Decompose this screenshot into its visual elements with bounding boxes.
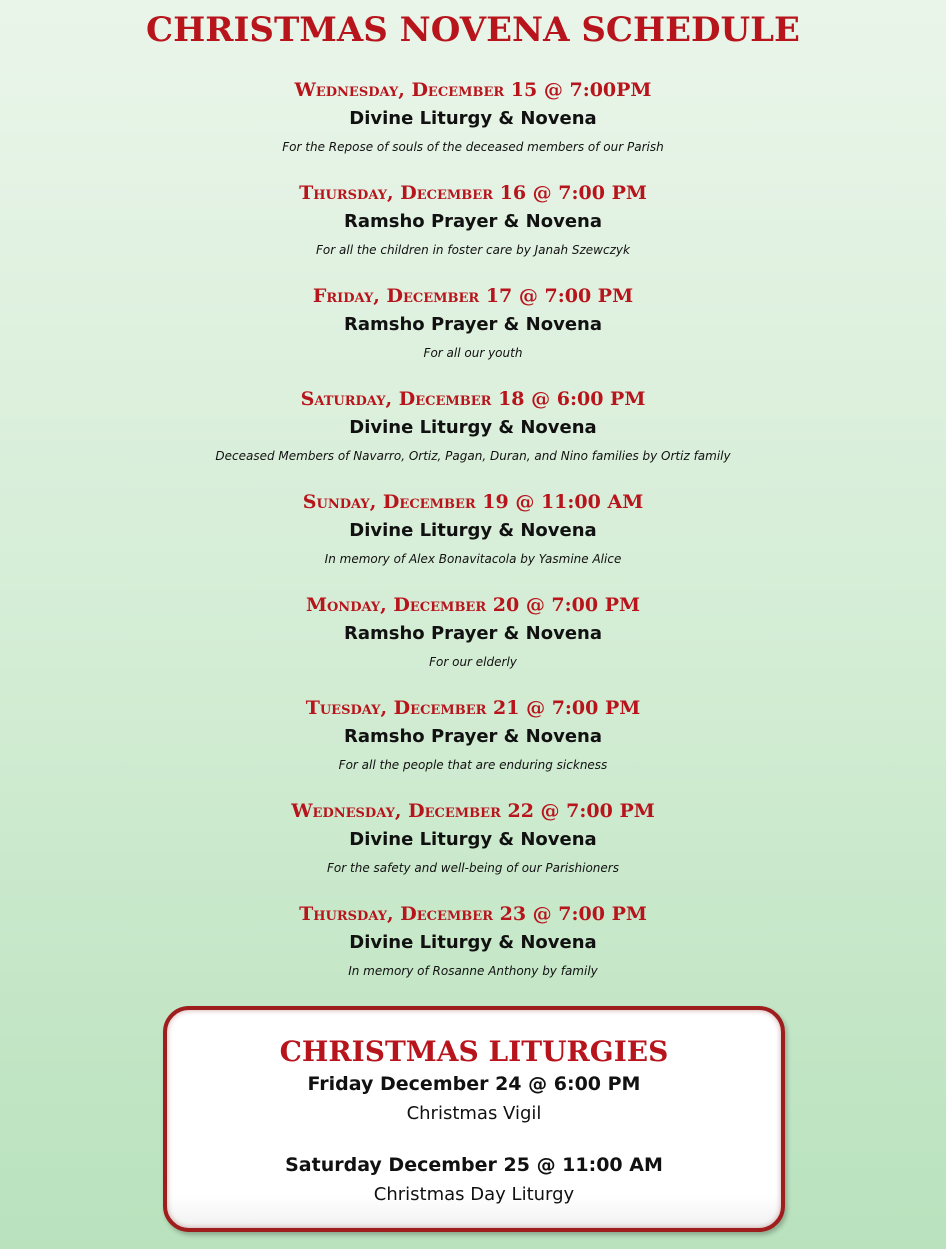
event-service: Ramsho Prayer & Novena [344,726,602,747]
event-date: Tuesday, December 21 @ 7:00 PM [305,697,641,719]
event-service: Divine Liturgy & Novena [349,520,597,541]
novena-event [0,76,946,179]
event-date: Thursday, December 16 @ 7:00 PM [299,182,647,204]
liturgy-description: Christmas Vigil [406,1103,542,1124]
event-date: Friday, December 17 @ 7:00 PM [312,285,634,307]
event-date: Saturday, December 18 @ 6:00 PM [300,388,646,410]
event-intention: For all the children in foster care by Janah Szewczyk [316,243,630,257]
event-date: Thursday, December 23 @ 7:00 PM [299,903,647,925]
event-intention: Deceased Members of Navarro, Ortiz, Pagan, Duran, and Nino families by Ortiz family [215,449,731,463]
novena-event [0,282,946,385]
event-service: Divine Liturgy & Novena [349,829,597,850]
liturgies-title: CHRISTMAS LITURGIES [279,1035,669,1068]
liturgy-item [167,1070,781,1128]
page-title: CHRISTMAS NOVENA SCHEDULE [146,10,800,50]
event-service: Divine Liturgy & Novena [349,417,597,438]
event-intention: In memory of Rosanne Anthony by family [348,964,598,978]
novena-event [0,488,946,591]
event-service: Divine Liturgy & Novena [349,932,597,953]
novena-schedule [0,76,946,1003]
liturgy-time: Friday December 24 @ 6:00 PM [307,1073,641,1095]
novena-event [0,179,946,282]
liturgy-description: Christmas Day Liturgy [373,1184,575,1205]
liturgy-item [167,1151,781,1209]
event-date: Wednesday, December 22 @ 7:00 PM [291,800,655,822]
event-intention: For all the people that are enduring sickness [338,758,608,772]
novena-event [0,591,946,694]
novena-event [0,385,946,488]
event-date: Sunday, December 19 @ 11:00 AM [302,491,644,513]
event-date: Monday, December 20 @ 7:00 PM [305,594,641,616]
novena-event [0,900,946,1003]
event-service: Ramsho Prayer & Novena [344,623,602,644]
event-service: Divine Liturgy & Novena [349,108,597,129]
event-service: Ramsho Prayer & Novena [344,314,602,335]
event-date: Wednesday, December 15 @ 7:00PM [294,79,652,101]
liturgy-time: Saturday December 25 @ 11:00 AM [285,1154,663,1176]
event-intention: In memory of Alex Bonavitacola by Yasmine Alice [324,552,622,566]
event-intention: For the Repose of souls of the deceased members of our Parish [282,140,664,154]
novena-event [0,694,946,797]
novena-event [0,797,946,900]
event-service: Ramsho Prayer & Novena [344,211,602,232]
event-intention: For all our youth [423,346,523,360]
event-intention: For the safety and well-being of our Parishioners [327,861,619,875]
event-intention: For our elderly [429,655,517,669]
christmas-liturgies-box [163,1006,785,1232]
